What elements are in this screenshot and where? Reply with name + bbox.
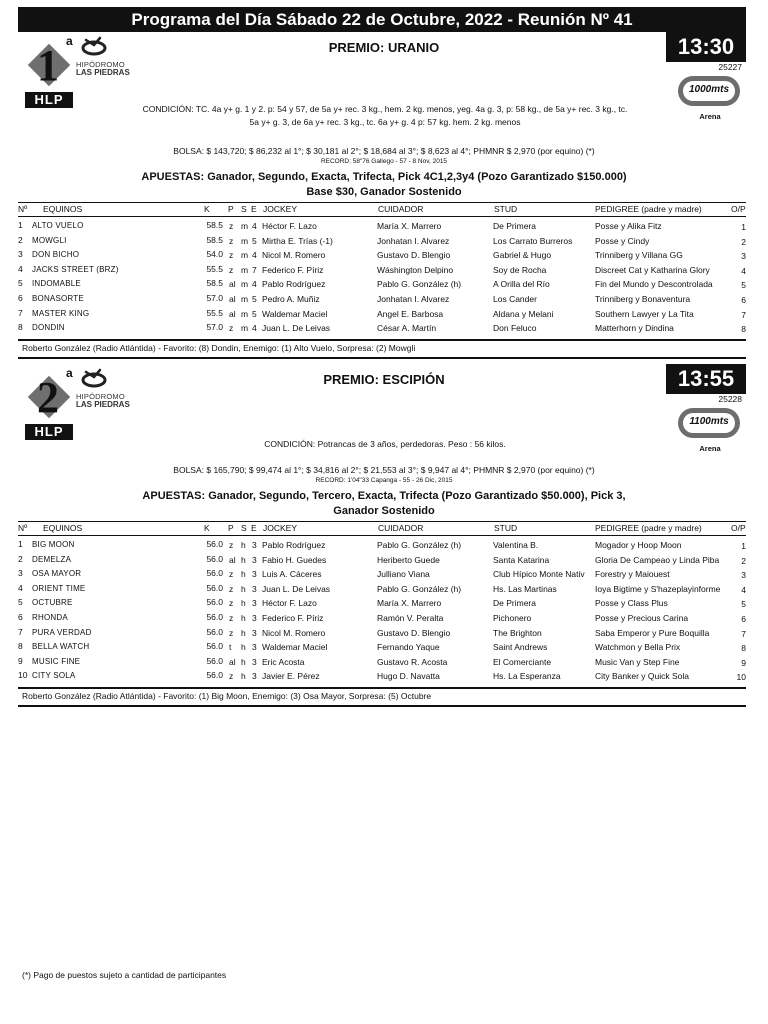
cell-pedigree: Saba Emperor y Pure Boquilla bbox=[595, 627, 710, 638]
cell-k: 54.0 bbox=[206, 249, 223, 260]
cell-n: 9 bbox=[18, 655, 23, 666]
cell-s: h bbox=[241, 554, 246, 565]
header-col-pedigree: PEDIGREE (padre y madre) bbox=[595, 523, 702, 533]
race-condition-line-1: CONDICIÓN: Potrancas de 3 años, perdedoras. Peso : 56 kilos. bbox=[264, 439, 506, 449]
race-code: 25227 bbox=[718, 62, 742, 72]
cell-stud: Santa Katarina bbox=[493, 554, 550, 565]
section-bottom-rule bbox=[18, 357, 746, 359]
cell-p: z bbox=[229, 264, 234, 275]
cell-p: al bbox=[229, 279, 236, 290]
cell-e: 4 bbox=[252, 250, 257, 261]
race-condition bbox=[100, 438, 670, 451]
header-col-e: E bbox=[251, 204, 257, 214]
cell-stud: Hs. Las Martinas bbox=[493, 583, 557, 594]
cell-stud: A Orilla del Río bbox=[493, 279, 550, 290]
cell-pedigree: City Banker y Quick Sola bbox=[595, 671, 690, 682]
cell-name: PURA VERDAD bbox=[32, 627, 92, 637]
cell-stud: De Primera bbox=[493, 221, 536, 231]
cell-name: RHONDA bbox=[32, 613, 68, 622]
cell-e: 4 bbox=[252, 221, 257, 231]
header-col-k: K bbox=[204, 523, 210, 533]
cell-k: 58.5 bbox=[206, 234, 223, 245]
cell-e: 4 bbox=[252, 279, 257, 290]
cell-stud: Don Feluco bbox=[493, 323, 537, 334]
cell-jockey: Waldemar Maciel bbox=[262, 642, 328, 653]
cell-op: 10 bbox=[736, 672, 746, 683]
cell-jockey: Pablo Rodríguez bbox=[262, 279, 326, 290]
cell-name: MASTER KING bbox=[32, 308, 90, 318]
race-section-2 bbox=[0, 362, 768, 712]
race-time: 13:30 bbox=[666, 32, 746, 62]
distance-label: 1100mts bbox=[689, 416, 729, 427]
cell-jockey: Mirtha E. Trías (-1) bbox=[262, 235, 333, 246]
cell-pedigree: Mogador y Hoop Moon bbox=[595, 540, 682, 550]
cell-jockey: Javier E. Pérez bbox=[262, 671, 320, 682]
page-header: Programa del Día Sábado 22 de Octubre, 2022 - Reunión Nº 41 bbox=[18, 7, 746, 32]
cell-n: 10 bbox=[18, 670, 28, 681]
cell-jockey: Nicol M. Romero bbox=[262, 627, 326, 638]
cell-op: 8 bbox=[741, 643, 746, 654]
cell-op: 5 bbox=[741, 599, 746, 610]
cell-cuidador: Gustavo D. Blengio bbox=[377, 250, 451, 261]
cell-p: z bbox=[229, 569, 234, 580]
cell-cuidador: César A. Martín bbox=[377, 323, 437, 334]
cell-op: 1 bbox=[741, 222, 746, 232]
race-record: RECORD: 58"76 Gallego - 57 - 8 Nov, 2015 bbox=[320, 158, 448, 165]
cell-s: m bbox=[241, 279, 249, 290]
cell-k: 57.0 bbox=[206, 322, 223, 333]
cell-op: 1 bbox=[741, 541, 746, 551]
cell-e: 3 bbox=[252, 569, 257, 580]
cell-n: 5 bbox=[18, 278, 23, 289]
cell-op: 4 bbox=[741, 265, 746, 276]
cell-p: t bbox=[229, 642, 232, 653]
cell-jockey: Federico F. Píriz bbox=[262, 264, 324, 275]
cell-p: al bbox=[229, 554, 236, 565]
race-condition-line-1: CONDICIÓN: TC. 4a y+ g. 1 y 2. p: 54 y 57, de 5a y+ rec. 3 kg., hem. 2 kg. menos, yeg. 4a g. 3, p: 58 kg., de 5a y+ rec. 3 kg., tc. bbox=[142, 104, 628, 114]
race-forecast: Roberto González (Radio Atlántida) - Favorito: (1) Big Moon, Enemigo: (3) Osa Mayor, Sorpresa: (5) Octubre bbox=[22, 691, 432, 701]
cell-n: 5 bbox=[18, 597, 23, 608]
cell-e: 3 bbox=[252, 598, 257, 609]
cell-op: 4 bbox=[741, 584, 746, 595]
surface-label: Arena bbox=[699, 444, 721, 453]
race-bets-line-1: APUESTAS: Ganador, Segundo, Tercero, Exacta, Trifecta (Pozo Garantizado $50.000), Pick 3, bbox=[142, 490, 626, 502]
cell-k: 56.0 bbox=[206, 655, 223, 666]
header-col-horse: EQUINOS bbox=[43, 204, 83, 214]
hlp-badge: HLP bbox=[25, 424, 73, 440]
race-bets-line-2: Base $30, Ganador Sostenido bbox=[306, 186, 462, 198]
cell-p: z bbox=[229, 583, 234, 594]
cell-jockey: Eric Acosta bbox=[262, 656, 305, 667]
cell-k: 56.0 bbox=[206, 612, 223, 622]
cell-name: OSA MAYOR bbox=[32, 569, 82, 579]
cell-e: 3 bbox=[252, 554, 257, 565]
header-col-s: S bbox=[241, 204, 247, 214]
cell-n: 7 bbox=[18, 307, 23, 318]
header-col-stud: STUD bbox=[494, 204, 518, 214]
cell-cuidador: Pablo G. González (h) bbox=[377, 583, 462, 594]
cell-op: 7 bbox=[741, 628, 746, 639]
header-col-op: O/P bbox=[731, 523, 746, 533]
race-bets bbox=[0, 489, 768, 519]
cell-jockey: Nicol M. Romero bbox=[262, 250, 326, 261]
cell-n: 3 bbox=[18, 568, 23, 579]
cell-s: m bbox=[241, 250, 249, 261]
race-purse: BOLSA: $ 143,720; $ 86,232 al 1°; $ 30,181 al 2°; $ 18,684 al 3°; $ 8,623 al 4°; PHMNR $ 2,970 (por equino) (*) bbox=[173, 146, 595, 156]
cell-jockey: Fabio H. Guedes bbox=[262, 554, 327, 565]
section-bottom-rule bbox=[18, 705, 746, 707]
cell-s: h bbox=[241, 642, 246, 653]
header-col-e: E bbox=[251, 523, 257, 533]
cell-k: 58.5 bbox=[206, 220, 223, 230]
cell-n: 4 bbox=[18, 263, 23, 274]
cell-name: JACKS STREET (BRZ) bbox=[32, 264, 119, 274]
cell-pedigree: Posse y Alika Fitz bbox=[595, 221, 662, 231]
race-record: RECORD: 1'04"33 Capanga - 55 - 26 Dic, 2015 bbox=[315, 477, 453, 484]
cell-s: h bbox=[241, 671, 246, 682]
cell-n: 7 bbox=[18, 626, 23, 637]
cell-cuidador: Gustavo R. Acosta bbox=[377, 656, 448, 667]
cell-stud: Club Hípico Monte Nativ bbox=[493, 569, 585, 580]
cell-e: 5 bbox=[252, 294, 257, 304]
cell-e: 7 bbox=[252, 264, 257, 275]
cell-jockey: Juan L. De Leivas bbox=[262, 583, 331, 594]
cell-n: 1 bbox=[18, 539, 23, 549]
header-col-k: K bbox=[204, 204, 210, 214]
cell-pedigree: Fin del Mundo y Descontrolada bbox=[595, 279, 713, 290]
race-premio-title: PREMIO: URANIO bbox=[328, 40, 440, 55]
cell-name: MUSIC FINE bbox=[32, 656, 81, 666]
cell-op: 8 bbox=[741, 324, 746, 335]
header-col-horse: EQUINOS bbox=[43, 523, 83, 533]
race-bets-line-2: Ganador Sostenido bbox=[333, 505, 435, 517]
cell-s: h bbox=[241, 540, 246, 550]
cell-jockey: Federico F. Píriz bbox=[262, 613, 324, 623]
race-forecast: Roberto González (Radio Atlántida) - Favorito: (8) Dondin, Enemigo: (1) Alto Vuelo, Sorpresa: (2) Mowgli bbox=[22, 342, 416, 353]
cell-name: INDOMABLE bbox=[32, 279, 81, 289]
cell-s: h bbox=[241, 598, 246, 609]
cell-jockey: Pedro A. Muñiz bbox=[262, 294, 320, 304]
cell-name: DONDIN bbox=[32, 323, 65, 333]
cell-op: 3 bbox=[741, 251, 746, 262]
cell-name: BELLA WATCH bbox=[32, 642, 90, 652]
cell-jockey: Héctor F. Lazo bbox=[262, 598, 317, 609]
cell-s: m bbox=[241, 264, 249, 275]
hipodromo-label: HIPÓDROMO bbox=[76, 392, 125, 401]
cell-n: 2 bbox=[18, 234, 23, 245]
cell-s: m bbox=[241, 235, 249, 246]
race-premio-title: PREMIO: ESCIPIÓN bbox=[323, 372, 445, 387]
cell-k: 56.0 bbox=[206, 670, 223, 681]
cell-k: 56.0 bbox=[206, 582, 223, 593]
cell-e: 3 bbox=[252, 656, 257, 667]
race-number-ordinal: a bbox=[66, 34, 73, 48]
cell-e: 3 bbox=[252, 540, 257, 550]
cell-n: 4 bbox=[18, 582, 23, 593]
cell-op: 5 bbox=[741, 280, 746, 291]
table-header-rule bbox=[18, 535, 746, 536]
cell-op: 3 bbox=[741, 570, 746, 581]
cell-name: CITY SOLA bbox=[32, 671, 76, 681]
cell-k: 58.5 bbox=[206, 278, 223, 289]
race-section-1 bbox=[0, 30, 768, 360]
race-purse: BOLSA: $ 165,790; $ 99,474 al 1°; $ 34,816 al 2°; $ 21,553 al 3°; $ 9,947 al 4°; PHMNR $ 2,970 (por equino) (*) bbox=[173, 465, 595, 475]
cell-jockey: Waldemar Maciel bbox=[262, 308, 328, 319]
header-col-number: Nº bbox=[18, 204, 28, 214]
cell-k: 56.0 bbox=[206, 553, 223, 564]
cell-op: 2 bbox=[741, 236, 746, 247]
cell-stud: Soy de Rocha bbox=[493, 264, 547, 275]
cell-name: DEMELZA bbox=[32, 554, 72, 564]
race-number-ordinal: a bbox=[66, 366, 73, 380]
header-col-pedigree: PEDIGREE (padre y madre) bbox=[595, 204, 702, 214]
cell-pedigree: Southern Lawyer y La Tita bbox=[595, 308, 694, 319]
cell-e: 5 bbox=[252, 308, 257, 319]
cell-cuidador: Hugo D. Navatta bbox=[377, 671, 440, 682]
header-col-trainer: CUIDADOR bbox=[378, 523, 424, 533]
cell-s: h bbox=[241, 613, 246, 623]
cell-n: 1 bbox=[18, 220, 23, 230]
cell-s: m bbox=[241, 323, 249, 334]
cell-e: 3 bbox=[252, 671, 257, 682]
las-piedras-label: LAS PIEDRAS bbox=[76, 68, 130, 77]
race-condition-line-2: 5a y+ g. 3, de 6a y+ rec. 3 kg., tc. 6a y+ g. 4 p: 57 kg. hem. 2 kg. menos bbox=[249, 117, 521, 127]
cell-k: 56.0 bbox=[206, 626, 223, 637]
header-col-trainer: CUIDADOR bbox=[378, 204, 424, 214]
header-col-op: O/P bbox=[731, 204, 746, 214]
cell-s: h bbox=[241, 569, 246, 580]
distance-label: 1000mts bbox=[688, 84, 730, 95]
cell-op: 6 bbox=[741, 295, 746, 305]
cell-pedigree: Posse y Class Plus bbox=[595, 598, 668, 609]
cell-k: 55.5 bbox=[206, 263, 223, 274]
cell-op: 2 bbox=[741, 555, 746, 566]
cell-e: 3 bbox=[252, 642, 257, 653]
cell-p: al bbox=[229, 308, 236, 319]
cell-cuidador: Pablo G. González (h) bbox=[377, 540, 462, 550]
cell-cuidador: Julliano Viana bbox=[377, 569, 430, 580]
cell-s: m bbox=[241, 294, 249, 304]
cell-stud: Aldana y Melani bbox=[493, 308, 554, 319]
race-number: 1 bbox=[37, 41, 59, 90]
cell-p: z bbox=[229, 613, 234, 623]
table-top-rule bbox=[18, 202, 746, 203]
cell-p: z bbox=[229, 235, 234, 246]
cell-cuidador: Fernando Yaque bbox=[377, 642, 440, 653]
cell-cuidador: Angel E. Barbosa bbox=[377, 308, 444, 319]
cell-n: 6 bbox=[18, 612, 23, 622]
cell-p: z bbox=[229, 627, 234, 638]
cell-stud: Valentina B. bbox=[493, 540, 539, 550]
header-col-jockey: JOCKEY bbox=[263, 523, 298, 533]
header-col-jockey: JOCKEY bbox=[263, 204, 298, 214]
race-code: 25228 bbox=[718, 394, 742, 404]
cell-stud: El Comerciante bbox=[493, 656, 552, 667]
cell-pedigree: Posse y Precious Carina bbox=[595, 613, 689, 623]
cell-pedigree: Matterhorn y Dindina bbox=[595, 323, 674, 334]
cell-p: al bbox=[229, 294, 236, 304]
cell-n: 8 bbox=[18, 322, 23, 333]
cell-s: m bbox=[241, 221, 249, 231]
table-header-rule bbox=[18, 216, 746, 217]
hlp-badge: HLP bbox=[25, 92, 73, 108]
cell-name: OCTUBRE bbox=[32, 598, 73, 608]
cell-cuidador: Pablo G. González (h) bbox=[377, 279, 462, 290]
cell-cuidador: Ramón V. Peralta bbox=[377, 613, 444, 623]
cell-p: al bbox=[229, 656, 236, 667]
race-bets-line-1: APUESTAS: Ganador, Segundo, Exacta, Trifecta, Pick 4C1,2,3y4 (Pozo Garantizado $150.000) bbox=[141, 171, 627, 183]
cell-p: z bbox=[229, 250, 234, 261]
cell-jockey: Pablo Rodríguez bbox=[262, 540, 326, 550]
cell-pedigree: Forestry y Maiouest bbox=[595, 569, 670, 580]
cell-cuidador: María X. Marrero bbox=[377, 598, 442, 609]
table-bottom-rule bbox=[18, 687, 746, 689]
cell-e: 3 bbox=[252, 583, 257, 594]
cell-e: 3 bbox=[252, 613, 257, 623]
cell-cuidador: Heriberto Guede bbox=[377, 554, 440, 565]
distance-icon bbox=[676, 72, 744, 112]
race-time: 13:55 bbox=[666, 364, 746, 394]
table-top-rule bbox=[18, 521, 746, 522]
cell-stud: The Brighton bbox=[493, 627, 542, 638]
cell-pedigree: Posse y Cindy bbox=[595, 235, 650, 246]
cell-name: DON BICHO bbox=[32, 250, 80, 260]
cell-s: h bbox=[241, 627, 246, 638]
cell-p: z bbox=[229, 598, 234, 609]
cell-p: z bbox=[229, 323, 234, 334]
header-col-p: P bbox=[228, 204, 234, 214]
header-col-stud: STUD bbox=[494, 523, 518, 533]
cell-pedigree: Music Van y Step Fine bbox=[595, 656, 680, 667]
cell-n: 2 bbox=[18, 553, 23, 564]
race-condition bbox=[100, 103, 670, 129]
cell-p: z bbox=[229, 540, 234, 550]
footnote: (*) Pago de puestos sujeto a cantidad de participantes bbox=[22, 970, 227, 980]
table-bottom-rule bbox=[18, 339, 746, 341]
cell-k: 56.0 bbox=[206, 641, 223, 652]
las-piedras-label: LAS PIEDRAS bbox=[76, 400, 130, 409]
cell-jockey: Héctor F. Lazo bbox=[262, 221, 317, 231]
header-col-p: P bbox=[228, 523, 234, 533]
cell-k: 56.0 bbox=[206, 568, 223, 579]
cell-pedigree: Ioya Bigtime y S'hazeplayinforme bbox=[595, 583, 721, 594]
cell-n: 3 bbox=[18, 249, 23, 260]
cell-e: 5 bbox=[252, 235, 257, 246]
cell-stud: Los Carrato Burreros bbox=[493, 235, 573, 246]
cell-cuidador: Gustavo D. Blengio bbox=[377, 627, 451, 638]
cell-n: 6 bbox=[18, 293, 23, 303]
cell-s: h bbox=[241, 583, 246, 594]
cell-k: 55.5 bbox=[206, 307, 223, 318]
cell-s: m bbox=[241, 308, 249, 319]
cell-stud: Gabriel & Hugo bbox=[493, 250, 552, 261]
cell-name: ORIENT TIME bbox=[32, 583, 86, 593]
cell-cuidador: Jonhatan I. Alvarez bbox=[377, 294, 450, 304]
cell-stud: Pichonero bbox=[493, 613, 532, 623]
cell-jockey: Juan L. De Leivas bbox=[262, 323, 331, 334]
cell-e: 4 bbox=[252, 323, 257, 334]
distance-icon bbox=[676, 404, 744, 444]
cell-pedigree: Trinniberg y Bonaventura bbox=[595, 294, 691, 304]
cell-op: 9 bbox=[741, 657, 746, 668]
cell-name: MOWGLI bbox=[32, 235, 67, 245]
cell-name: BIG MOON bbox=[32, 540, 75, 549]
cell-k: 56.0 bbox=[206, 597, 223, 608]
cell-p: z bbox=[229, 671, 234, 682]
surface-label: Arena bbox=[699, 112, 721, 121]
cell-k: 57.0 bbox=[206, 293, 223, 303]
cell-e: 3 bbox=[252, 627, 257, 638]
header-col-s: S bbox=[241, 523, 247, 533]
cell-name: ALTO VUELO bbox=[32, 221, 84, 230]
cell-k: 56.0 bbox=[206, 539, 223, 549]
cell-jockey: Luis A. Cáceres bbox=[262, 569, 322, 580]
cell-cuidador: María X. Marrero bbox=[377, 221, 442, 231]
cell-pedigree: Gloria De Campeao y Linda Piba bbox=[595, 554, 720, 565]
cell-stud: De Primera bbox=[493, 598, 536, 609]
cell-stud: Hs. La Esperanza bbox=[493, 671, 561, 682]
cell-pedigree: Trinniberg y Villana GG bbox=[595, 250, 683, 261]
cell-s: h bbox=[241, 656, 246, 667]
hipodromo-label: HIPÓDROMO bbox=[76, 60, 125, 69]
cell-op: 7 bbox=[741, 309, 746, 320]
cell-pedigree: Watchmon y Bella Prix bbox=[595, 642, 681, 653]
cell-name: BONASORTE bbox=[32, 294, 84, 303]
header-col-number: Nº bbox=[18, 523, 28, 533]
race-bets bbox=[0, 170, 768, 200]
race-number: 2 bbox=[37, 373, 59, 422]
cell-p: z bbox=[229, 221, 234, 231]
cell-n: 8 bbox=[18, 641, 23, 652]
cell-stud: Saint Andrews bbox=[493, 642, 548, 653]
cell-cuidador: Wáshington Delpino bbox=[377, 264, 454, 275]
cell-op: 6 bbox=[741, 614, 746, 624]
cell-pedigree: Discreet Cat y Katharina Glory bbox=[595, 264, 710, 275]
cell-stud: Los Cander bbox=[493, 294, 537, 304]
cell-cuidador: Jonhatan I. Alvarez bbox=[377, 235, 450, 246]
